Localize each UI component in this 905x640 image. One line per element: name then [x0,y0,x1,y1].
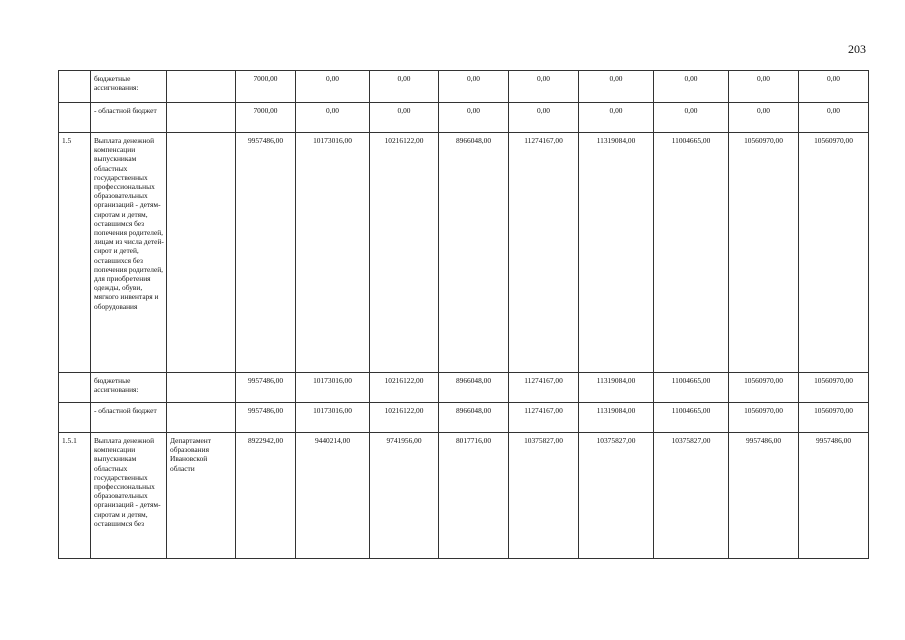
table-row [59,403,869,433]
table-row [59,133,869,373]
row-value-cell: 9957486,00 [729,433,799,559]
row-value-cell: 10173016,00 [296,373,370,403]
row-value-cell: 10216122,00 [370,403,439,433]
row-executor-cell [167,103,236,133]
row-value-cell: 10375827,00 [654,433,729,559]
budget-table [58,70,869,559]
row-executor-cell: Департамент образования Ивановской области [167,433,236,559]
row-value-cell: 0,00 [729,103,799,133]
table-row [59,373,869,403]
row-value-cell: 9741956,00 [370,433,439,559]
row-value-cell: 0,00 [370,103,439,133]
row-value-cell: 10173016,00 [296,133,370,373]
row-value-cell: 8922942,00 [236,433,296,559]
table-row [59,103,869,133]
row-value-cell: 11004665,00 [654,403,729,433]
row-value-cell: 0,00 [799,103,869,133]
row-code-cell [59,71,91,103]
row-value-cell: 0,00 [579,71,654,103]
row-code-cell: 1.5.1 [59,433,91,559]
row-executor-cell [167,373,236,403]
row-executor-cell [167,133,236,373]
row-value-cell: 9957486,00 [236,133,296,373]
row-value-cell: 10173016,00 [296,403,370,433]
row-value-cell: 9957486,00 [236,403,296,433]
row-value-cell: 11274167,00 [509,403,579,433]
row-value-cell: 9957486,00 [799,433,869,559]
row-value-cell: 11004665,00 [654,133,729,373]
row-value-cell: 11319084,00 [579,403,654,433]
row-value-cell: 0,00 [509,103,579,133]
row-value-cell: 0,00 [439,71,509,103]
row-value-cell: 0,00 [654,71,729,103]
row-code-cell [59,403,91,433]
row-value-cell: 8966048,00 [439,373,509,403]
row-value-cell: 8017716,00 [439,433,509,559]
row-name-cell: бюджетные ассигнования: [91,373,167,403]
row-value-cell: 11274167,00 [509,373,579,403]
row-value-cell: 0,00 [509,71,579,103]
row-value-cell: 9957486,00 [236,373,296,403]
row-name-cell: - областной бюджет [91,103,167,133]
row-value-cell: 10375827,00 [509,433,579,559]
row-value-cell: 0,00 [370,71,439,103]
row-value-cell: 8966048,00 [439,133,509,373]
row-value-cell: 10560970,00 [729,403,799,433]
row-value-cell: 0,00 [654,103,729,133]
row-name-cell: - областной бюджет [91,403,167,433]
row-value-cell: 9440214,00 [296,433,370,559]
row-value-cell: 11319084,00 [579,133,654,373]
row-value-cell: 11274167,00 [509,133,579,373]
row-value-cell: 10216122,00 [370,133,439,373]
row-value-cell: 0,00 [296,71,370,103]
row-value-cell: 10216122,00 [370,373,439,403]
row-value-cell: 0,00 [439,103,509,133]
row-value-cell: 10560970,00 [729,373,799,403]
row-value-cell: 0,00 [296,103,370,133]
row-value-cell: 7000,00 [236,71,296,103]
row-name-cell: бюджетные ассигнования: [91,71,167,103]
row-value-cell: 0,00 [729,71,799,103]
row-executor-cell [167,403,236,433]
row-executor-cell [167,71,236,103]
row-name-cell: Выплата денежной компенсации выпускникам областных государственных профессиональных образовательных организаций - детям-сиротам и детям, оставшимся без попечения родителей, лицам из числа детей-сирот и детей, оставшихся без попечения родителей, для приобретения одежды, обуви, мягкого инвентаря и оборудования [91,133,167,373]
row-name-cell: Выплата денежной компенсации выпускникам областных государственных профессиональных образовательных организаций - детям-сиротам и детям, оставшимся без [91,433,167,559]
page-number: 203 [848,42,866,56]
row-value-cell: 10560970,00 [799,373,869,403]
row-value-cell: 10560970,00 [729,133,799,373]
table-row [59,71,869,103]
row-code-cell [59,373,91,403]
row-value-cell: 7000,00 [236,103,296,133]
row-value-cell: 8966048,00 [439,403,509,433]
table-row [59,433,869,559]
row-value-cell: 0,00 [799,71,869,103]
row-value-cell: 11319084,00 [579,373,654,403]
row-value-cell: 11004665,00 [654,373,729,403]
row-value-cell: 0,00 [579,103,654,133]
row-value-cell: 10560970,00 [799,133,869,373]
row-value-cell: 10560970,00 [799,403,869,433]
row-code-cell [59,103,91,133]
row-code-cell: 1.5 [59,133,91,373]
row-value-cell: 10375827,00 [579,433,654,559]
